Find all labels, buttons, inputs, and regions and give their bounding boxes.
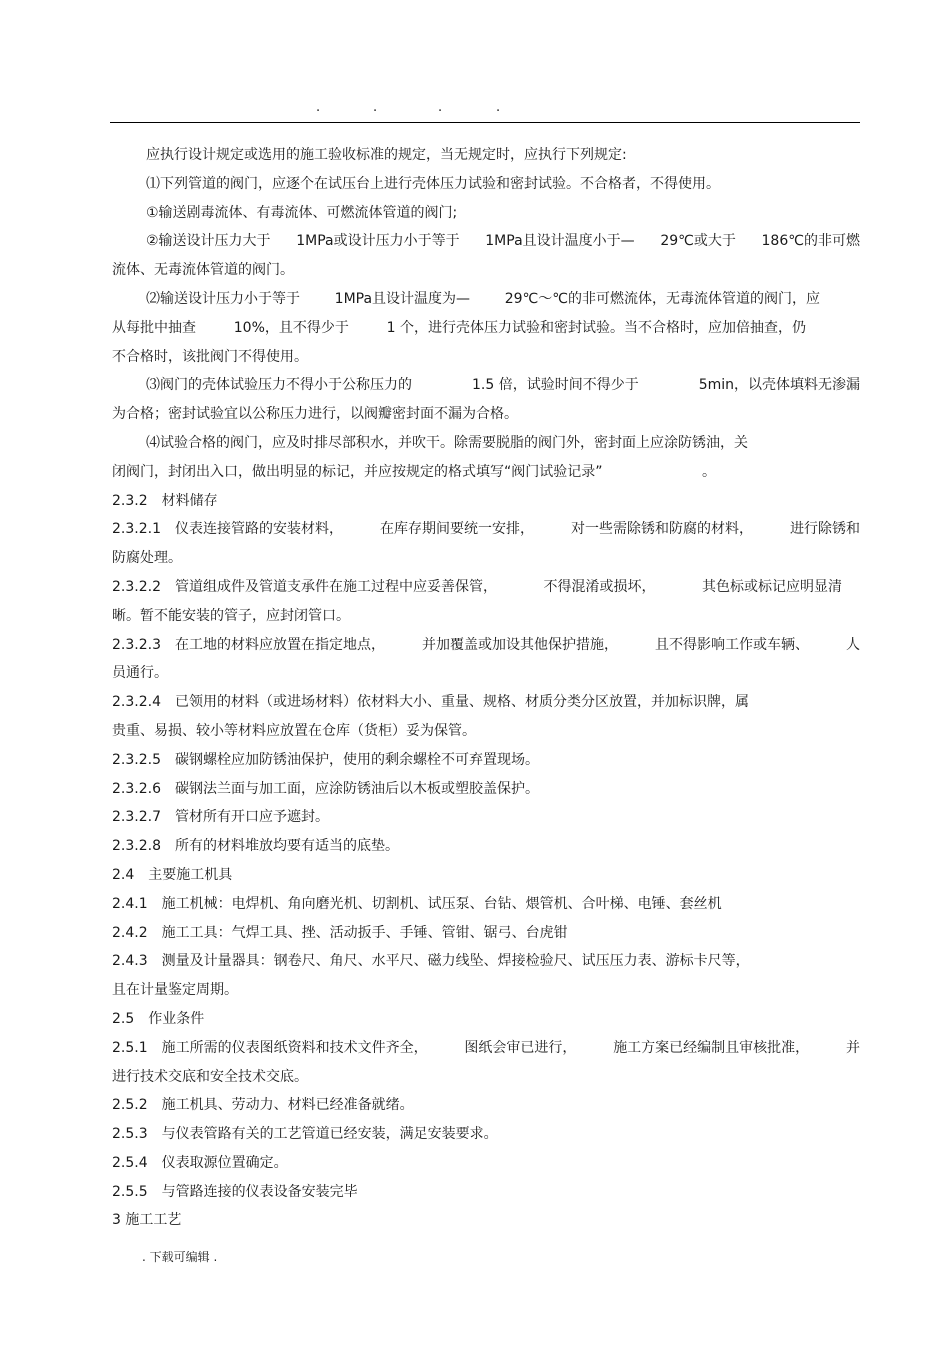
text-segment: 1MPa且设计温度小于—: [485, 233, 635, 250]
header-dot: .: [316, 100, 321, 115]
text-segment: 2.5.1 施工所需的仪表图纸资料和技术文件齐全，: [112, 1039, 428, 1056]
text-line: 2.4.3 测量及计量器具：钢卷尺、角尺、水平尺、磁力线坠、焊接检验尺、试压压力表、游标卡尺等，: [112, 953, 750, 970]
document-body: [112, 141, 860, 1235]
text-line: 不合格时，该批阀门不得使用。: [112, 348, 308, 365]
header-dot: .: [373, 100, 378, 115]
text-segment: 进行除锈和: [789, 521, 860, 538]
text-line: ⑴下列管道的阀门，应逐个在试压台上进行壳体压力试验和密封试验。不合格者，不得使用。: [146, 175, 720, 192]
text-line: [112, 631, 860, 660]
text-segment: 1 个，进行壳体压力试验和密封试验。当不合格时，应加倍抽查，仍: [386, 319, 806, 336]
text-segment: 闭阀门，封闭出入口，做出明显的标记，并应按规定的格式填写“阀门试验记录”: [112, 463, 603, 480]
text-line: 流体、无毒流体管道的阀门。: [112, 262, 294, 279]
text-segment: 1.5 倍，试验时间不得少于: [471, 377, 639, 394]
text-segment: 并: [845, 1039, 860, 1056]
text-line: 2.4 主要施工机具: [112, 866, 233, 883]
text-segment: 1MPa或设计压力小于等于: [296, 233, 460, 250]
text-line: [112, 371, 860, 400]
text-segment: ②输送设计压力大于: [146, 233, 271, 250]
text-line: 2.4.1 施工机械：电焊机、角向磨光机、切割机、试压泵、台钻、煨管机、合叶梯、电锤、套丝机: [112, 895, 722, 912]
text-segment: 在库存期间要统一安排，: [379, 521, 534, 538]
text-line: [112, 227, 860, 256]
header-rule: [110, 122, 860, 123]
text-segment: 5min，以壳体填料无渗漏: [698, 377, 860, 394]
text-line: [112, 573, 842, 602]
text-segment: 。: [702, 463, 716, 480]
text-segment: 从每批中抽查: [112, 319, 196, 336]
text-line: 2.5 作业条件: [112, 1010, 205, 1027]
text-segment: 其色标或标记应明显清: [701, 578, 842, 595]
text-segment: 1MPa且设计温度为—: [334, 290, 471, 307]
text-line: [112, 515, 860, 544]
text-segment: 对一些需除锈和防腐的材料，: [570, 521, 753, 538]
text-line: 应执行设计规定或选用的施工验收标准的规定，当无规定时，应执行下列规定:: [146, 147, 627, 163]
text-segment: 10%，且不得少于: [233, 319, 349, 336]
text-segment: ⑶阀门的壳体试验压力不得小于公称压力的: [146, 377, 412, 394]
text-line: 进行技术交底和安全技术交底。: [112, 1068, 308, 1085]
text-segment: 且不得影响工作或车辆、: [654, 636, 809, 653]
text-line: 且在计量鉴定周期。: [112, 982, 238, 999]
text-line: 员通行。: [112, 665, 168, 682]
text-line: 3 施工工艺: [112, 1212, 182, 1229]
header-dot: .: [438, 100, 443, 115]
text-line: 2.5.2 施工机具、劳动力、材料已经准备就绪。: [112, 1097, 414, 1114]
text-line: 晰。暂不能安装的管子，应封闭管口。: [112, 607, 350, 624]
text-line: 2.3.2.4 已领用的材料（或进场材料）依材料大小、重量、规格、材质分类分区放置，并加标识牌，属: [112, 694, 749, 711]
text-line: 为合格；密封试验宜以公称压力进行，以阀瓣密封面不漏为合格。: [112, 406, 518, 423]
text-segment: ⑵输送设计压力小于等于: [146, 290, 300, 307]
text-segment: 186℃的非可燃: [761, 233, 860, 250]
text-line: [112, 314, 806, 343]
text-line: 2.5.3 与仪表管路有关的工艺管道已经安装，满足安装要求。: [112, 1126, 498, 1143]
text-line: 2.3.2 材料储存: [112, 492, 218, 509]
text-line: 2.3.2.5 碳钢螺栓应加防锈油保护，使用的剩余螺栓不可弃置现场。: [112, 751, 539, 768]
text-line: 2.3.2.8 所有的材料堆放均要有适当的底垫。: [112, 838, 399, 855]
text-segment: 施工方案已经编制且审核批准，: [613, 1039, 810, 1056]
page-footer: . 下载可编辑 .: [142, 1250, 218, 1264]
text-segment: 并加覆盖或加设其他保护措施，: [421, 636, 618, 653]
text-line: [112, 1034, 860, 1063]
header-dot: .: [496, 100, 501, 115]
text-line: ①输送剧毒流体、有毒流体、可燃流体管道的阀门;: [146, 204, 458, 221]
text-line: [112, 285, 820, 314]
text-segment: 人: [845, 636, 860, 653]
text-segment: 图纸会审已进行，: [464, 1039, 577, 1056]
text-segment: 2.3.2.1 仪表连接管路的安装材料，: [112, 521, 343, 538]
text-line: 2.4.2 施工工具：气焊工具、挫、活动扳手、手锤、管钳、锯弓、台虎钳: [112, 924, 568, 941]
text-segment: 2.3.2.2 管道组成件及管道支承件在施工过程中应妥善保管，: [112, 578, 497, 595]
text-line: [112, 458, 716, 487]
text-line: 2.3.2.7 管材所有开口应予遮封。: [112, 809, 329, 826]
text-line: 贵重、易损、较小等材料应放置在仓库（货柜）妥为保管。: [112, 722, 476, 739]
text-segment: 29℃或大于: [660, 233, 736, 250]
text-line: 2.5.5 与管路连接的仪表设备安装完毕: [112, 1183, 358, 1200]
header-dots: [110, 100, 860, 120]
text-segment: 29℃～℃的非可燃流体，无毒流体管道的阀门，应: [504, 290, 820, 307]
text-segment: 不得混淆或损坏，: [543, 578, 656, 595]
text-segment: 2.3.2.3 在工地的材料应放置在指定地点，: [112, 636, 385, 653]
text-line: 2.5.4 仪表取源位置确定。: [112, 1154, 288, 1171]
text-line: 防腐处理。: [112, 550, 182, 567]
text-line: 2.3.2.6 碳钢法兰面与加工面，应涂防锈油后以木板或塑胶盖保护。: [112, 780, 539, 797]
text-line: ⑷试验合格的阀门，应及时排尽部积水，并吹干。除需要脱脂的阀门外，密封面上应涂防锈油，关: [146, 434, 748, 451]
